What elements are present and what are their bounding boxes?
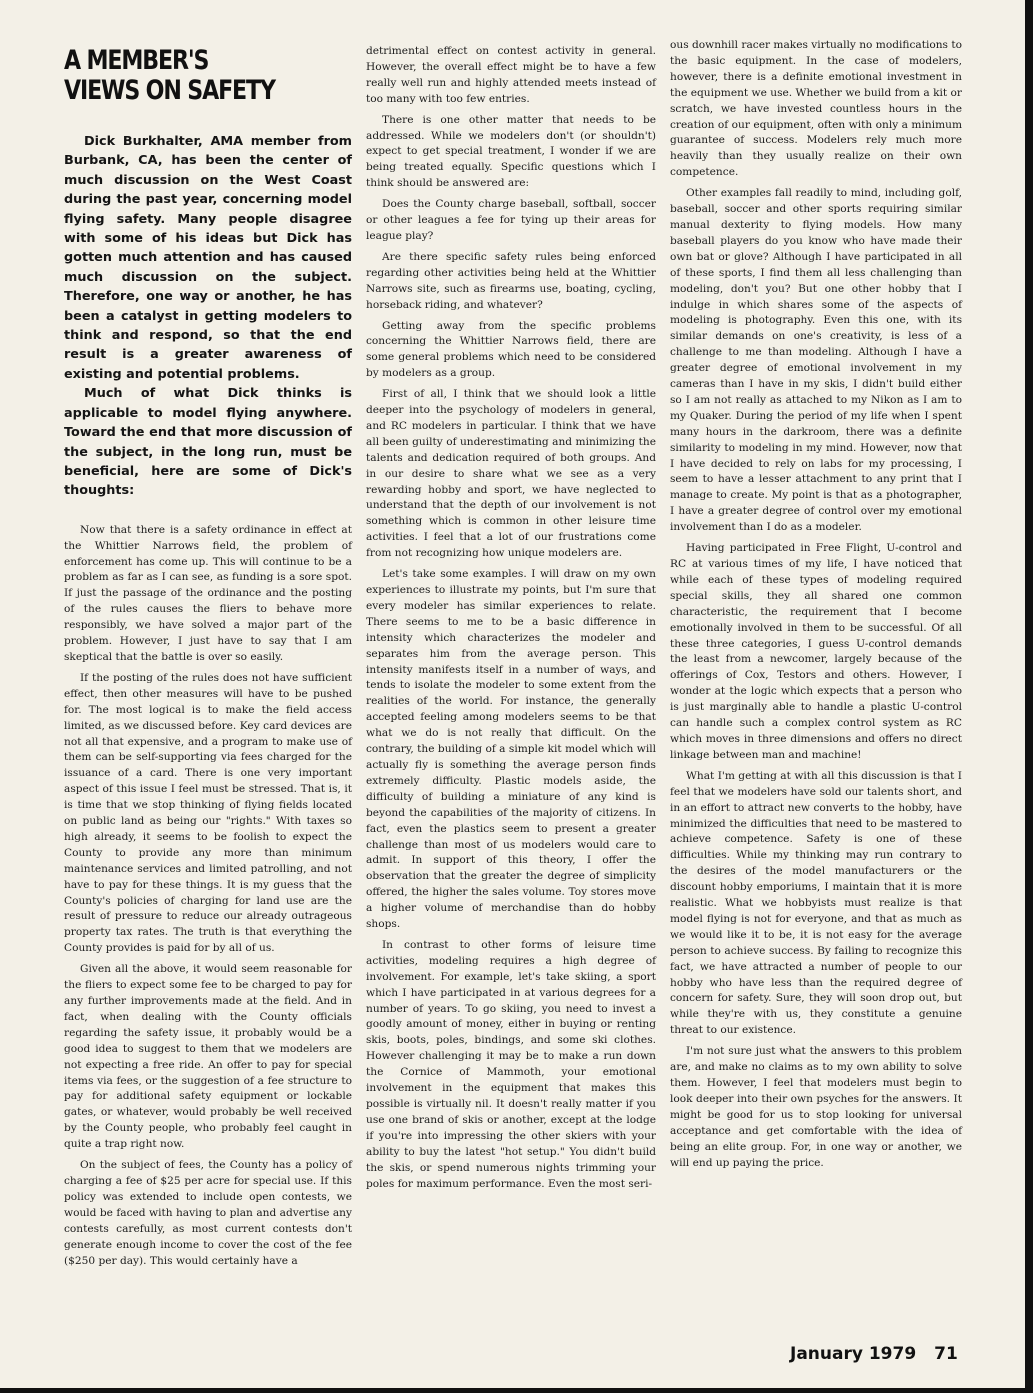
article-title-line-2: VIEWS ON SAFETY <box>64 75 275 106</box>
body-paragraph: I'm not sure just what the answers to this problem are, and make no claims as to my own ability to solve them. However, I feel that modelers must begin to look deeper into their own psyches for the answers. It might be good for us to stop looking for universal acceptance and get comfortable with the idea of being an elite group. For, in one way or another, we will end up paying the price. <box>670 1045 962 1169</box>
issue-date: January 1979 <box>790 1344 917 1364</box>
body-paragraph: Are there specific safety rules being enforced regarding other activities being held at the Whittier Narrows site, such as firearms use, boating, cycling, horseback riding, and whatever? <box>366 250 656 311</box>
intro-paragraph: Much of what Dick thinks is applicable to model flying anywhere. Toward the end that more discussion of the subject, in the long run, must be beneficial, here are some of Dick's thoughts: <box>64 386 352 499</box>
column-3-body <box>670 38 962 1171</box>
body-paragraph: Other examples fall readily to mind, including golf, baseball, soccer and other sports requiring similar manual dexterity to flying models. How many baseball players do you know who have made their own bat or glove? Although I have participated in all of these sports, I find them all less challenging than modeling, don't you? But one other hobby that I indulge in which shares some of the aspects of modeling is photography. Even this one, with its similar demands on one's creativity, is less of a challenge to me than modeling. Although I have a greater degree of emotional involvement in my cameras than I have in my skis, I didn't build either so I am not really as attached to my Nikon as I am to my Quaker. During the period of my life when I spent many hours in the darkroom, there was a definite similarity to modeling in my mind. However, now that I have decided to rely on labs for my processing, I seem to have a lesser attachment to any print that I manage to create. My point is that as a photographer, I have a greater degree of control over my emotional involvement than I do as a modeler. <box>670 187 962 534</box>
column-2 <box>366 44 656 1197</box>
body-paragraph: There is one other matter that needs to be addressed. While we modelers don't (or shouldn't) expect to get special treatment, I wonder if we are being treated equally. Specific questions which I think should be answered are: <box>366 113 656 190</box>
column-3 <box>670 38 962 1176</box>
scan-edge-right <box>1025 0 1033 1393</box>
body-paragraph: First of all, I think that we should look a little deeper into the psychology of modelers in general, and RC modelers in particular. I think that we have all been guilty of underestimating and minimizing the talents and dedication required of both groups. And in our desire to share what we see as a very rewarding hobby and sport, we have neglected to understand that the depth of our involvement is not something which is common in other leisure time activities. I feel that a lot of our frustrations come from not recognizing how unique modelers are. <box>366 388 656 560</box>
body-paragraph: Let's take some examples. I will draw on my own experiences to illustrate my points, but I'm sure that every modeler has similar experiences to relate. There seems to me to be a basic difference in intensity which characterizes the modeler and separates him from the average person. This intensity manifests itself in a number of ways, and tends to isolate the modeler to some extent from the realities of the world. For instance, the generally accepted feeling among modelers seems to be that what we do is not really that difficult. On the contrary, the building of a simple kit model which will actually fly is something the average person finds extremely difficulty. Plastic models aside, the difficulty of building a miniature of any kind is beyond the capabilities of the majority of citizens. In fact, even the plastics seem to present a greater challenge than most of us modelers would care to admit. In support of this theory, I offer the observation that the greater the degree of simplicity offered, the higher the sales volume. Toy stores move a higher volume of merchandise than do hobby shops. <box>366 568 656 931</box>
body-paragraph: What I'm getting at with all this discussion is that I feel that we modelers have sold our talents short, and in an effort to attract new converts to the hobby, have minimized the difficulties that need to be mastered to achieve competence. Safety is one of these difficulties. While my thinking may run contrary to the desires of the model manufacturers or the discount hobby emporiums, I maintain that it is more realistic. What we hobbyists must realize is that model flying is not for everyone, and that as much as we would like it to be, it is not easy for the average person to achieve success. By failing to recognize this fact, we have attracted a number of people to our hobby who have less than the required degree of concern for safety. Sure, they will soon drop out, but while they're with us, they constitute a genuine threat to our existence. <box>670 769 962 1037</box>
body-paragraph: Does the County charge baseball, softball, soccer or other leagues a fee for tying up their areas for league play? <box>366 198 656 242</box>
column-1 <box>64 38 352 1274</box>
column-2-body <box>366 44 656 1192</box>
body-paragraph: On the subject of fees, the County has a policy of charging a fee of $25 per acre for special use. If this policy was extended to include open contests, we would be faced with having to plan and advertise any contests carefully, as most current contests don't generate enough income to cover the cost of the fee ($250 per day). This would certainly have a <box>64 1159 352 1267</box>
page-footer <box>790 1344 958 1364</box>
article-title <box>64 46 300 106</box>
body-paragraph: In contrast to other forms of leisure time activities, modeling requires a high degree of involvement. For example, let's take skiing, a sport which I have participated in at various degrees for a number of years. To go skiing, you need to invest a goodly amount of money, either in buying or renting skis, boots, poles, bindings, and some ski clothes. However challenging it may be to make a run down the Cornice of Mammoth, your emotional involvement in the equipment that makes this possible is virtually nil. It doesn't really matter if you use one brand of skis or another, except at the lodge if you're into impressing the other skiers with your ability to buy the latest "hot setup." You didn't build the skis, or spend numerous nights trimming your poles for maximum performance. Even the most seri- <box>366 938 656 1190</box>
body-paragraph: Given all the above, it would seem reasonable for the fliers to expect some fee to be charged to pay for any further improvements made at the field. And in fact, when dealing with the County officials regarding the safety issue, it probably would be a good idea to suggest to them that we modelers are not expecting a free ride. An offer to pay for special items via fees, or the suggestion of a fee structure to pay for additional safety equipment or lockable gates, or whatever, would probably be well received by the County people, who probably feel caught in quite a trap right now. <box>64 963 352 1151</box>
body-paragraph: Getting away from the specific problems concerning the Whittier Narrows field, there are some general problems which need to be considered by modelers as a group. <box>366 319 656 380</box>
scan-edge-bottom <box>0 1388 1033 1393</box>
body-paragraph: If the posting of the rules does not have sufficient effect, then other measures will have to be pushed for. The most logical is to make the field access limited, as we discussed before. Key card devices are not all that expensive, and a program to make use of them can be self-supporting via fees charged for the issuance of a card. There is one very important aspect of this issue I feel must be stressed. That is, it is time that we stop thinking of flying fields located on public land as being our "rights." With taxes so high already, it seems to be foolish to expect the County to provide any more than minimum maintenance services and limited patrolling, and not have to pay for these things. It is my guess that the County's policies of charging for land use are the result of pressure to reduce our already outrageous property tax rates. The truth is that everything the County provides is paid for by all of us. <box>64 671 352 955</box>
body-paragraph: Having participated in Free Flight, U-control and RC at various times of my life, I have noticed that while each of these types of modeling required special skills, they all shared one common characteristic, the requirement that I become emotionally involved in them to be successful. Of all these three categories, I guess U-control demands the least from a newcomer, largely because of the offerings of Cox, Testors and others. However, I wonder at the logic which expects that a person who is just marginally able to handle a plastic U-control can handle such a complex control system as RC which moves in three dimensions and offers no direct linkage between man and machine! <box>670 542 962 761</box>
column-1-body <box>64 523 352 1270</box>
page-number: 71 <box>934 1344 958 1364</box>
article-title-line-1: A MEMBER'S <box>64 45 209 76</box>
intro-paragraph: Dick Burkhalter, AMA member from Burbank, CA, has been the center of much discussion on the West Coast during the past year, concerning model flying safety. Many people disagree with some of his ideas but Dick has gotten much attention and has caused much discussion on the subject. Therefore, one way or another, he has been a catalyst in getting modelers to think and respond, so that the end result is a greater awareness of existing and potential problems. <box>64 134 352 382</box>
body-paragraph: Now that there is a safety ordinance in effect at the Whittier Narrows field, the problem of enforcement has come up. This will continue to be a problem as far as I can see, as funding is a sore spot. If just the passage of the ordinance and the posting of the rules causes the fliers to behave more responsibly, we have solved a major part of the problem. However, I just have to say that I am skeptical that the battle is over so easily. <box>64 523 352 663</box>
body-paragraph: detrimental effect on contest activity in general. However, the overall effect might be to have a few really well run and highly attended meets instead of too many with too few entries. <box>366 45 656 105</box>
article-intro <box>64 132 352 501</box>
body-paragraph: ous downhill racer makes virtually no modifications to the basic equipment. In the case of modelers, however, there is a definite emotional investment in the equipment we use. Whether we build from a kit or scratch, we have invested countless hours in the creation of our equipment, often with only a minimum guarantee of success. Modelers rely much more heavily than they usually realize on their own competence. <box>670 39 963 179</box>
